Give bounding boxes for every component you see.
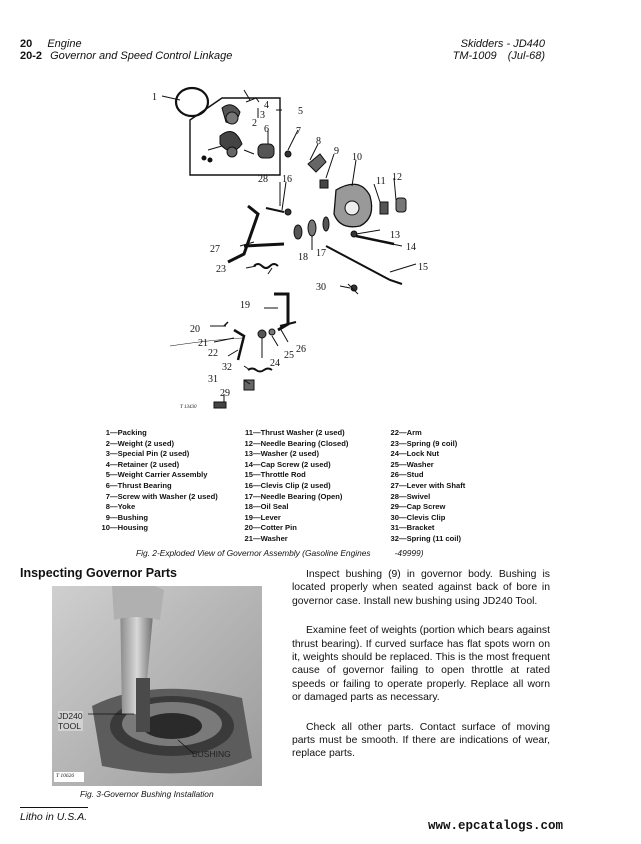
callout: 25 [284, 350, 294, 361]
part-item: 32—Spring (11 coil) [390, 533, 462, 543]
header-right [453, 38, 545, 62]
part-item: 1—Packing [105, 428, 147, 437]
callout: 1 [152, 92, 157, 103]
paragraph: Inspect bushing (9) in governor body. Bushing is located properly when seated against back of bore in governor case. Install new bushing using JD240 Tool. [292, 569, 550, 607]
part-item: 26—Stud [390, 470, 424, 480]
callout: 19 [240, 300, 250, 311]
part-item: 6—Thrust Bearing [105, 480, 172, 490]
callout: 5 [298, 106, 303, 117]
packing-ring-shape [176, 88, 208, 116]
paragraph: Check all other parts. Contact surface of moving parts must be smooth. If there are indications of wear, replace parts. [292, 721, 550, 760]
exploded-view-diagram [140, 80, 460, 420]
callout: 9 [334, 146, 339, 157]
callout: 12 [392, 172, 402, 183]
part-item: 22—Arm [390, 428, 422, 437]
part-item: 20—Cotter Pin [244, 523, 297, 533]
photo-code: T 10626 [56, 773, 75, 779]
figure3-caption: Fig. 3-Governor Bushing Installation [80, 789, 214, 799]
manual-number: TM-1009 [452, 50, 497, 62]
part-item: 12—Needle Bearing (Closed) [244, 438, 349, 448]
part-item: 3—Special Pin (2 used) [105, 449, 190, 459]
callout: 3 [260, 110, 265, 121]
part-item: 27—Lever with Shaft [390, 480, 466, 490]
parts-list-col1 [90, 428, 218, 534]
part-item: 9—Bushing [105, 512, 148, 522]
callout: 27 [210, 244, 220, 255]
part-item: 28—Swivel [390, 491, 431, 501]
callout: 8 [316, 136, 321, 147]
part-item: 16—Clevis Clip (2 used) [244, 480, 331, 490]
tool-label: JD240 TOOL [58, 711, 83, 731]
section-number: 20-2 [20, 50, 43, 62]
callout: 31 [208, 374, 218, 385]
part-item: 15—Throttle Rod [244, 470, 306, 480]
page-number: 20 [20, 38, 33, 50]
footer-rule [20, 807, 88, 808]
part-item: 11—Thrust Washer (2 used) [244, 428, 345, 437]
part-item: 25—Washer [390, 459, 434, 469]
callout: 23 [216, 264, 226, 275]
part-item: 4—Retainer (2 used) [105, 459, 180, 469]
part-item: 17—Needle Bearing (Open) [244, 491, 343, 501]
callout: 11 [376, 176, 386, 187]
callout: 30 [316, 282, 326, 293]
part-item: 14—Cap Screw (2 used) [244, 459, 331, 469]
callout: 13 [390, 230, 400, 241]
inspecting-text [292, 568, 550, 777]
callout: 32 [222, 362, 232, 373]
section-heading: Inspecting Governor Parts [20, 566, 177, 580]
parts-list-col2 [232, 428, 348, 545]
part-item: 30—Clevis Clip [390, 512, 446, 522]
callout: 21 [198, 338, 208, 349]
part-item: 19—Lever [244, 512, 281, 522]
part-item: 23—Spring (9 coil) [390, 438, 458, 448]
callout: 14 [406, 242, 416, 253]
callout: 7 [296, 126, 301, 137]
callout: 10 [352, 152, 362, 163]
callout: 2 [252, 118, 257, 129]
callout: 20 [190, 324, 200, 335]
watermark-text: www.epcatalogs.com [428, 819, 564, 833]
bushing-label: BUSHING [192, 749, 231, 759]
callout: 24 [270, 358, 280, 369]
part-item: 21—Washer [244, 533, 288, 543]
part-item: 10—Housing [101, 523, 148, 533]
subsection-title: Governor and Speed Control Linkage [50, 50, 233, 62]
callout: 18 [298, 252, 308, 263]
callout: 15 [418, 262, 428, 273]
callout: 28 [258, 174, 268, 185]
photo-code: T 13430 [180, 405, 197, 410]
model-name: Skidders - JD440 [460, 38, 545, 50]
paragraph: Examine feet of weights (portion which bears against thrust bearing). If curved surface has flat spots worn on it, weights should be replaced. This is the most frequent cause of governor failing to open throttle at rated speeds or failing to operate properly. Replace all worn or damaged parts as necessary. [292, 625, 550, 704]
callout: 17 [316, 248, 326, 259]
manual-date: (Jul-68) [507, 50, 545, 62]
part-item: 24—Lock Nut [390, 449, 440, 459]
callout: 16 [282, 174, 292, 185]
section-title: Engine [47, 38, 82, 50]
part-item: 5—Weight Carrier Assembly [105, 470, 208, 480]
part-item: 8—Yoke [105, 502, 136, 512]
part-item: 31—Bracket [390, 523, 435, 533]
callout: 22 [208, 348, 218, 359]
litho-note: Litho in U.S.A. [20, 811, 88, 823]
callout: 6 [264, 124, 269, 135]
part-item: 13—Washer (2 used) [244, 449, 319, 459]
callout: 29 [220, 388, 230, 399]
figure2-caption: Fig. 2-Exploded View of Governor Assembly (Gasoline Engines -49999) [136, 548, 424, 558]
callout: 4 [264, 100, 269, 111]
part-item: 18—Oil Seal [244, 502, 289, 512]
callout: 26 [296, 344, 306, 355]
part-item: 29—Cap Screw [390, 502, 446, 512]
header-left [20, 38, 232, 62]
part-item: 7—Screw with Washer (2 used) [105, 491, 218, 501]
parts-list-col3 [378, 428, 465, 545]
part-item: 2—Weight (2 used) [105, 438, 174, 448]
